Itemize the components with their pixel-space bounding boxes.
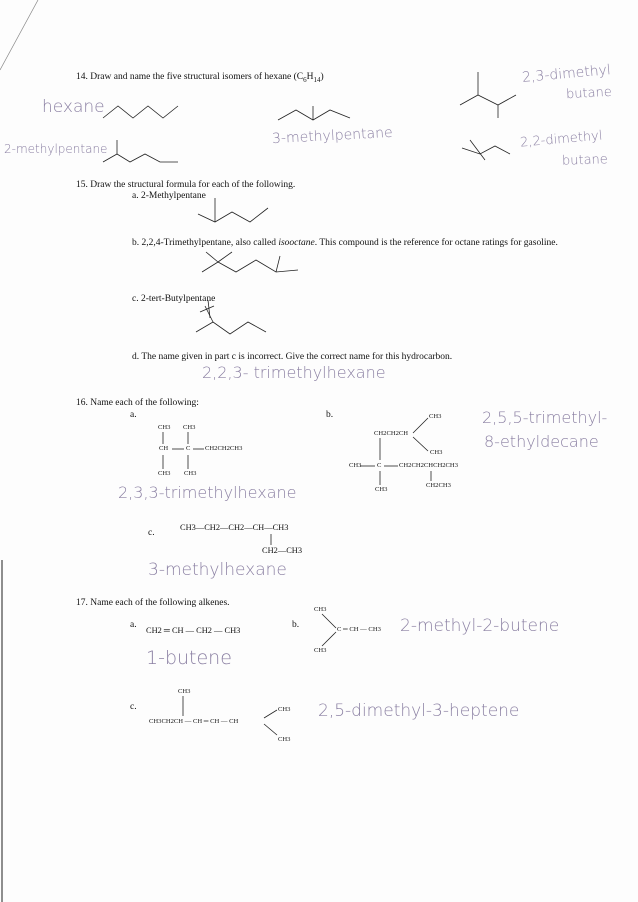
answer-16b-line1: 2,5,5-trimethyl- [482, 408, 608, 427]
q16a-c: C [186, 445, 191, 452]
q15c-skeleton [196, 322, 266, 334]
q16b-ch3-top: CH3 [429, 413, 442, 420]
q16a-ch3-bot1: CH3 [158, 470, 171, 477]
2-methylpentane-skeleton [103, 154, 178, 162]
3-methylpentane-skeleton [278, 110, 350, 120]
q17b-label: b. [292, 620, 300, 630]
q16-prompt: 16. Name each of the following: [76, 398, 199, 408]
q16c-label: c. [148, 528, 155, 538]
q16b-ch3-right: CH3 [430, 449, 443, 456]
answer-16a: 2,3,3-trimethylhexane [118, 483, 297, 502]
q15c-text: c. 2-tert-Butylpentane [132, 294, 216, 304]
answer-17a: 1-butene [146, 647, 232, 669]
hexane-skeleton [103, 106, 178, 118]
q17c-ch3-r2: CH3 [278, 736, 291, 743]
answer-2-3-dimethylbutane-line1: 2,3-dimethyl [521, 62, 612, 86]
q17c-label: c. [130, 702, 137, 712]
q17-prompt: 17. Name each of the following alkenes. [76, 598, 230, 608]
q16b-ch2ch2ch: CH2CH2CH [374, 430, 409, 437]
q16a-ch3-top1: CH3 [158, 424, 171, 431]
q16c-branch: CH2—CH3 [262, 546, 303, 555]
q15a-skeleton [198, 208, 268, 222]
answer-17b: 2-methyl-2-butene [400, 616, 560, 636]
q17b-main: C ═ CH — CH3 [337, 626, 381, 633]
q16a-ch3-bot2: CH3 [184, 470, 197, 477]
q17c-main: CH3CH2CH — CH ═ CH — CH [149, 718, 239, 725]
q17a-label: a. [130, 620, 137, 630]
q15-prompt: 15. Draw the structural formula for each of the following. [76, 180, 296, 190]
answer-2-2-dimethylbutane-line1: 2,2-dimethyl [519, 128, 604, 151]
q16b-label: b. [326, 410, 334, 420]
q17a-struct: CH2 ═ CH — CH2 — CH3 [146, 626, 241, 635]
q16a-label: a. [130, 410, 137, 420]
q15b-text: b. 2,2,4-Trimethylpentane, also called isooctane. This compound is the reference for octane ratings for gasoline. [132, 238, 558, 248]
answer-2-2-dimethylbutane-line2: butane [561, 152, 609, 169]
answer-17c: 2,5-dimethyl-3-heptene [318, 701, 520, 721]
q16a-ch: CH [159, 445, 169, 452]
answer-3-methylpentane: 3-methylpentane [271, 124, 394, 148]
q16a-tail: CH2CH2CH3 [205, 445, 243, 452]
2-3-dimethylbutane-skeleton [460, 95, 516, 105]
q16b-ch3-bot: CH3 [375, 486, 388, 493]
q15a-text: a. 2-Methylpentane [132, 191, 206, 201]
q15b-skeleton [202, 260, 298, 272]
q17b-ch3-bot: CH3 [314, 647, 327, 654]
q16b-c: C [377, 462, 382, 469]
q16c-chain: CH3—CH2—CH2—CH—CH3 [180, 523, 289, 532]
answer-2-3-dimethylbutane-line2: butane [565, 84, 613, 103]
q17c-ch3-r1: CH3 [278, 706, 291, 713]
answer-16b-line2: 8-ethyldecane [484, 432, 599, 451]
q17c-ch3-top: CH3 [178, 688, 191, 695]
answer-hexane: hexane [42, 97, 105, 117]
answer-16c: 3-methylhexane [148, 560, 287, 580]
answer-2-methylpentane: 2-methylpentane [4, 142, 108, 156]
q16b-ch3-left: CH3 [349, 462, 362, 469]
q17b-ch3-top: CH3 [314, 606, 327, 613]
q14-prompt: 14. Draw and name the five structural isomers of hexane $(C_6H_{14})$ [76, 72, 324, 84]
scan-edge-top-left [0, 0, 38, 70]
answer-15d: 2,2,3- trimethylhexane [202, 363, 386, 382]
q15d-text: d. The name given in part c is incorrect. Give the correct name for this hydrocarbon. [132, 352, 453, 362]
2-2-dimethylbutane-skeleton [462, 146, 510, 154]
q16b-chain: CH2CH2CHCH2CH3 [399, 462, 458, 469]
q16b-ch2ch3: CH2CH3 [426, 482, 451, 489]
q16a-ch3-top2: CH3 [183, 424, 196, 431]
